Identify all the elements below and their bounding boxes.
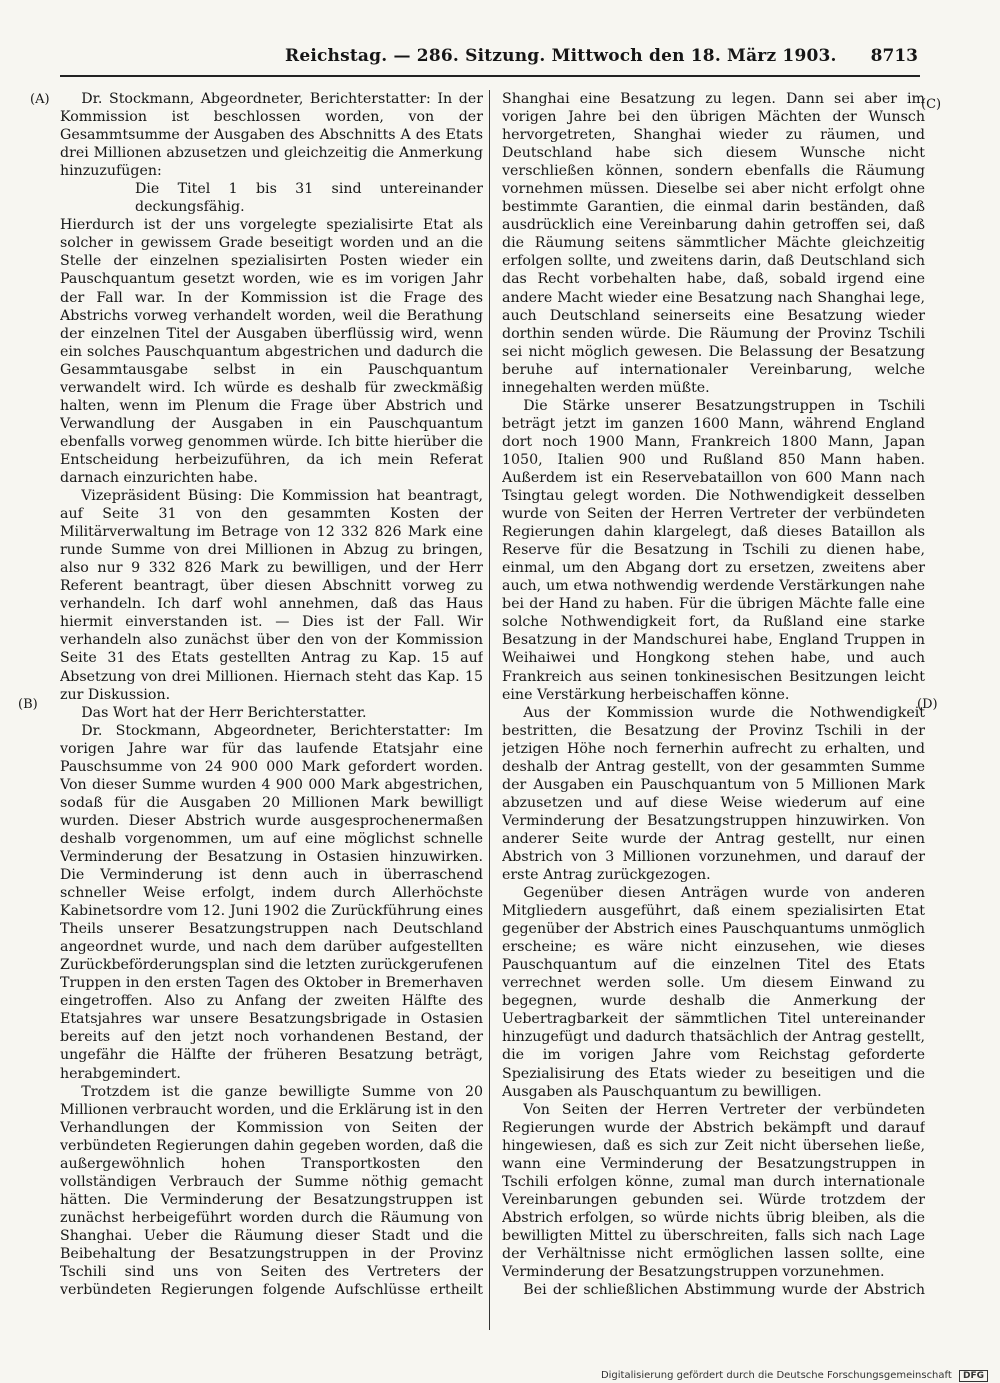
paragraph: Von Seiten der Herren Vertreter der verbündeten Regierungen wurde der Abstrich bekämpft und darauf hingewiesen, daß es sich zur Zeit nicht übersehen ließe, wann eine Verminderung der Besatzungstruppen in Tschili erfolgen könne, zumal man durch internationale Vereinbarungen gebunden sei. Würde trotzdem der Abstrich erfolgen, so würde nichts übrig bleiben, als die bewilligten Mittel zu überschreiten, falls sich nach Lage der Verhältnisse nicht ermöglichen lassen sollte, eine Verminderung der Besatzungstruppen vorzunehmen. (502, 1101, 925, 1281)
paragraph: Hierdurch ist der uns vorgelegte spezialisirte Etat als solcher in gewissem Grade beseitigt worden und an die Stelle der einzelnen spezialisirten Posten wieder ein Pauschquantum gesetzt worden, wie es im vorigen Jahr der Fall war. In der Kommission ist die Frage des Abstrichs vorweg verhandelt worden, weil die Berathung der einzelnen Titel der Ausgaben überflüssig wird, wenn ein solches Pauschquantum abgestrichen und dadurch die Gesammtausgabe selbst in ein Pauschquantum verwandelt wird. Ich würde es deshalb für zweckmäßig halten, wenn im Plenum die Frage über Abstrich und Verwandlung der Ausgaben in ein Pauschquantum ebenfalls vorweg genommen würde. Ich bitte hierüber die Entscheidung herbeizuführen, da ich mein Referat darnach einzurichten habe. (60, 217, 483, 486)
right-column (502, 90, 925, 1300)
header-title: Reichstag. — 286. Sitzung. Mittwoch den 18. März 1903. (285, 46, 837, 66)
left-column (60, 90, 483, 1300)
margin-letter-a: (A) (30, 92, 50, 107)
paragraph: Aus der Kommission wurde die Nothwendigkeit bestritten, die Besatzung der Provinz Tschili in der jetzigen Höhe noch fernerhin aufrecht zu erhalten, und deshalb der Antrag gestellt, von der gesammten Summe der Ausgaben ein Pauschquantum von 5 Millionen Mark abzusetzen und auf diese Weise wiederum auf eine Verminderung der Besatzungstruppen hinzuwirken. Von anderer Seite wurde der Antrag gestellt, nur einen Abstrich von 3 Millionen vorzunehmen, und darauf der erste Antrag zurückgezogen. (502, 704, 925, 884)
dfg-logo: DFG (959, 1370, 988, 1382)
paragraph: Trotzdem ist die ganze bewilligte Summe von 20 Millionen verbraucht worden, und die Erklärung ist in den Verhandlungen der Kommission von Seiten der verbündeten Regierungen dahin gegeben worden, daß die außergewöhnlich hohen Transportkosten den vollständigen Verbrauch der Summe nöthig gemacht hätten. Die Verminderung der Besatzungstruppen ist zunächst herbeigeführt worden durch die Räumung von Shanghai. Ueber die Räumung dieser Stadt und die Beibehaltung der Besatzungstruppen in der Provinz Tschili sind uns von Seiten des Vertreters der verbündeten Regierungen folgende Aufschlüsse ertheilt (60, 1083, 483, 1299)
digitization-credit (601, 1370, 988, 1382)
column-divider (489, 90, 490, 1330)
paragraph: Vizepräsident Büsing: Die Kommission hat beantragt, auf Seite 31 von den gesammten Kosten der Militärverwaltung im Betrage von 12 332 826 Mark eine runde Summe von drei Millionen in Abzug zu bringen, also nur 9 332 826 Mark zu bewilligen, und der Herr Referent beantragt, über diesen Abschnitt vorweg zu verhandeln. Ich darf wohl annehmen, daß das Haus hiermit einverstanden ist. — Dies ist der Fall. Wir verhandeln also zunächst über den von der Kommission Seite 31 des Etats gestellten Antrag zu Kap. 15 auf Absetzung von drei Millionen. Hiernach steht das Kap. 15 zur Diskussion. (60, 488, 483, 703)
quoted-annotation: Die Titel 1 bis 31 sind untereinander deckungsfähig. (135, 181, 483, 216)
paragraph: Die Stärke unserer Besatzungstruppen in Tschili beträgt jetzt im ganzen 1600 Mann, während England dort noch 1900 Mann, Frankreich 1800 Mann, Japan 1050, Italien 900 und Rußland 850 Mann haben. Außerdem ist ein Reservebataillon von 600 Mann nach Tsingtau gelegt worden. Die Nothwendigkeit desselben wurde von Seiten der Herren Vertreter der verbündeten Regierungen dahin klargelegt, daß dieses Bataillon als Reserve für die Besatzung in Tschili zu dienen habe, einmal, um den Abgang dort zu ersetzen, zweitens aber auch, um etwa nothwendig werdende Verstärkungen nahe bei der Hand zu haben. Für die übrigen Mächte falle eine solche Nothwendigkeit fort, da Rußland eine starke Besatzung in der Mandschurei habe, England Truppen in Weihaiwei und Hongkong stehen habe, und auch Frankreich aus seinen tonkinesischen Besitzungen leicht eine Verstärkung herbeischaffen könne. (502, 397, 925, 703)
paragraph: Das Wort hat der Herr Berichterstatter. (81, 704, 367, 721)
credit-text: Digitalisierung gefördert durch die Deutsche Forschungsgemeinschaft (600, 1370, 952, 1381)
paragraph: Dr. Stockmann, Abgeordneter, Berichterstatter: Im vorigen Jahre war für das laufende Etatsjahr eine Pauschsumme von 24 900 000 Mark gefordert worden. Von dieser Summe wurden 4 900 000 Mark abgestrichen, sodaß für die Ausgaben 20 Millionen Mark bewilligt wurden. Dieser Abstrich wurde ausgesprochenermaßen deshalb vorgenommen, um auf eine möglichst schnelle Verminderung der Besatzung in Ostasien hinzuwirken. Die Verminderung ist denn auch in überraschend schneller Weise erfolgt, indem durch Allerhöchste Kabinetsordre vom 12. Juni 1902 die Zurückführung eines Theils unserer Besatzungstruppen nach Deutschland angeordnet wurde, und nach dem darüber aufgestellten Zurückbeförderungsplan sind die letzten zurückgerufenen Truppen in den ersten Tagen des Oktober in Bremerhaven eingetroffen. Also zu Anfang der zweiten Hälfte des Etatsjahres war unsere Besatzungsbrigade in Ostasien bereits auf den jetzt noch vorhandenen Bestand, der ungefähr die Hälfte der früheren Besatzung beträgt, herabgemindert. (60, 722, 483, 1082)
margin-letter-c: (C) (921, 97, 942, 112)
paragraph: Bei der schließlichen Abstimmung wurde der Abstrich (523, 1282, 925, 1299)
header-rule (60, 75, 920, 77)
paragraph: Dr. Stockmann, Abgeordneter, Berichterstatter: In der Kommission ist beschlossen worden, von der Gesammtsumme der Ausgaben des Abschnitts A des Etats drei Millionen abzusetzen und gleichzeitig die Anmerkung hinzuzufügen: (60, 91, 483, 180)
margin-letter-b: (B) (18, 697, 38, 712)
page-number: 8713 (870, 46, 918, 66)
paragraph: Shanghai eine Besatzung zu legen. Dann sei aber im vorigen Jahre bei den übrigen Mächten der Wunsch hervorgetreten, Shanghai wieder zu räumen, und Deutschland habe sich diesem Wunsche nicht verschließen können, sondern ebenfalls die Räumung vornehmen müssen. Dieselbe sei aber nicht erfolgt ohne bestimmte Garantien, die einmal darin beständen, daß ausdrücklich eine Vereinbarung dahin getroffen sei, daß die Räumung seitens sämmtlicher Mächte gleichzeitig erfolgen sollte, und zweitens darin, daß Deutschland sich das Recht vorbehalten habe, daß, sobald irgend eine andere Macht wieder eine Besatzung nach Shanghai lege, auch Deutschland seinerseits eine Besatzung wieder dorthin senden würde. Die Räumung der Provinz Tschili sei nicht möglich gewesen. Die Belassung der Besatzung beruhe auf internationaler Vereinbarung, welche innegehalten werden müßte. (502, 91, 925, 396)
page-header (60, 46, 920, 72)
paragraph: Gegenüber diesen Anträgen wurde von anderen Mitgliedern ausgeführt, daß einem spezialisirten Etat gegenüber der Abstrich eines Pauschquantums unmöglich erscheine; es wäre nicht einzusehen, wie dieses Pauschquantum auf die einzelnen Titel des Etats verrechnet werden solle. Um diesem Einwand zu begegnen, wurde deshalb die Anmerkung der Uebertragbarkeit der sämmtlichen Titel untereinander hinzugefügt und dadurch thatsächlich der Antrag gestellt, die im vorigen Jahre vom Reichstag geforderte Spezialisirung des Etats wieder zu beseitigen und die Ausgaben als Pauschquantum zu bewilligen. (502, 885, 925, 1100)
margin-letter-d: (D) (917, 697, 938, 712)
